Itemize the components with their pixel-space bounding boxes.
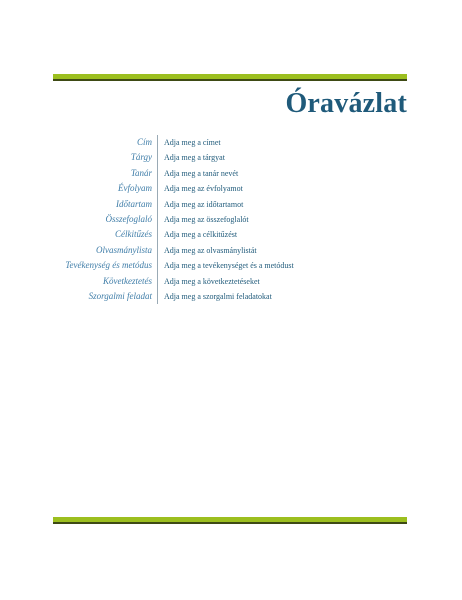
field-label-activity: Tevékenység és metódus — [20, 258, 158, 273]
top-rule — [53, 74, 407, 81]
field-value-teacher[interactable]: Adja meg a tanár nevét — [164, 168, 239, 178]
field-label-teacher: Tanár — [20, 166, 158, 181]
field-label-reading-list: Olvasmánylista — [20, 243, 158, 258]
field-value-summary[interactable]: Adja meg az összefoglalót — [164, 215, 249, 225]
field-label-conclusion: Következtetés — [20, 274, 158, 289]
field-row-activity — [20, 258, 294, 273]
field-value-duration[interactable]: Adja meg az időtartamot — [164, 199, 244, 209]
field-label-homework: Szorgalmi feladat — [20, 289, 158, 304]
field-row-reading-list — [20, 243, 294, 258]
field-value-grade[interactable]: Adja meg az évfolyamot — [164, 184, 243, 194]
field-value-activity[interactable]: Adja meg a tevékenységet és a metódust — [164, 261, 294, 271]
field-row-objective — [20, 227, 294, 242]
field-row-conclusion — [20, 274, 294, 289]
field-label-duration: Időtartam — [20, 197, 158, 212]
field-row-grade — [20, 181, 294, 196]
field-row-summary — [20, 212, 294, 227]
field-value-conclusion[interactable]: Adja meg a következtetéseket — [164, 276, 260, 286]
field-value-subject[interactable]: Adja meg a tárgyat — [164, 153, 225, 163]
field-row-title — [20, 135, 294, 150]
field-row-subject — [20, 150, 294, 165]
lesson-plan-fields — [20, 135, 294, 304]
top-rule-dark-line — [53, 79, 407, 81]
field-label-summary: Összefoglaló — [20, 212, 158, 227]
field-label-title: Cím — [20, 135, 158, 150]
field-label-objective: Célkitűzés — [20, 227, 158, 242]
field-row-duration — [20, 197, 294, 212]
bottom-rule-dark-line — [53, 522, 407, 524]
field-row-homework — [20, 289, 294, 304]
field-value-reading-list[interactable]: Adja meg az olvasmánylistát — [164, 245, 257, 255]
field-row-teacher — [20, 166, 294, 181]
page-title: Óravázlat — [285, 88, 407, 119]
field-value-title[interactable]: Adja meg a címet — [164, 138, 221, 147]
field-label-subject: Tárgy — [20, 150, 158, 165]
field-value-homework[interactable]: Adja meg a szorgalmi feladatokat — [164, 292, 272, 302]
bottom-rule — [53, 517, 407, 524]
field-value-objective[interactable]: Adja meg a célkitűzést — [164, 230, 238, 240]
field-label-grade: Évfolyam — [20, 181, 158, 196]
